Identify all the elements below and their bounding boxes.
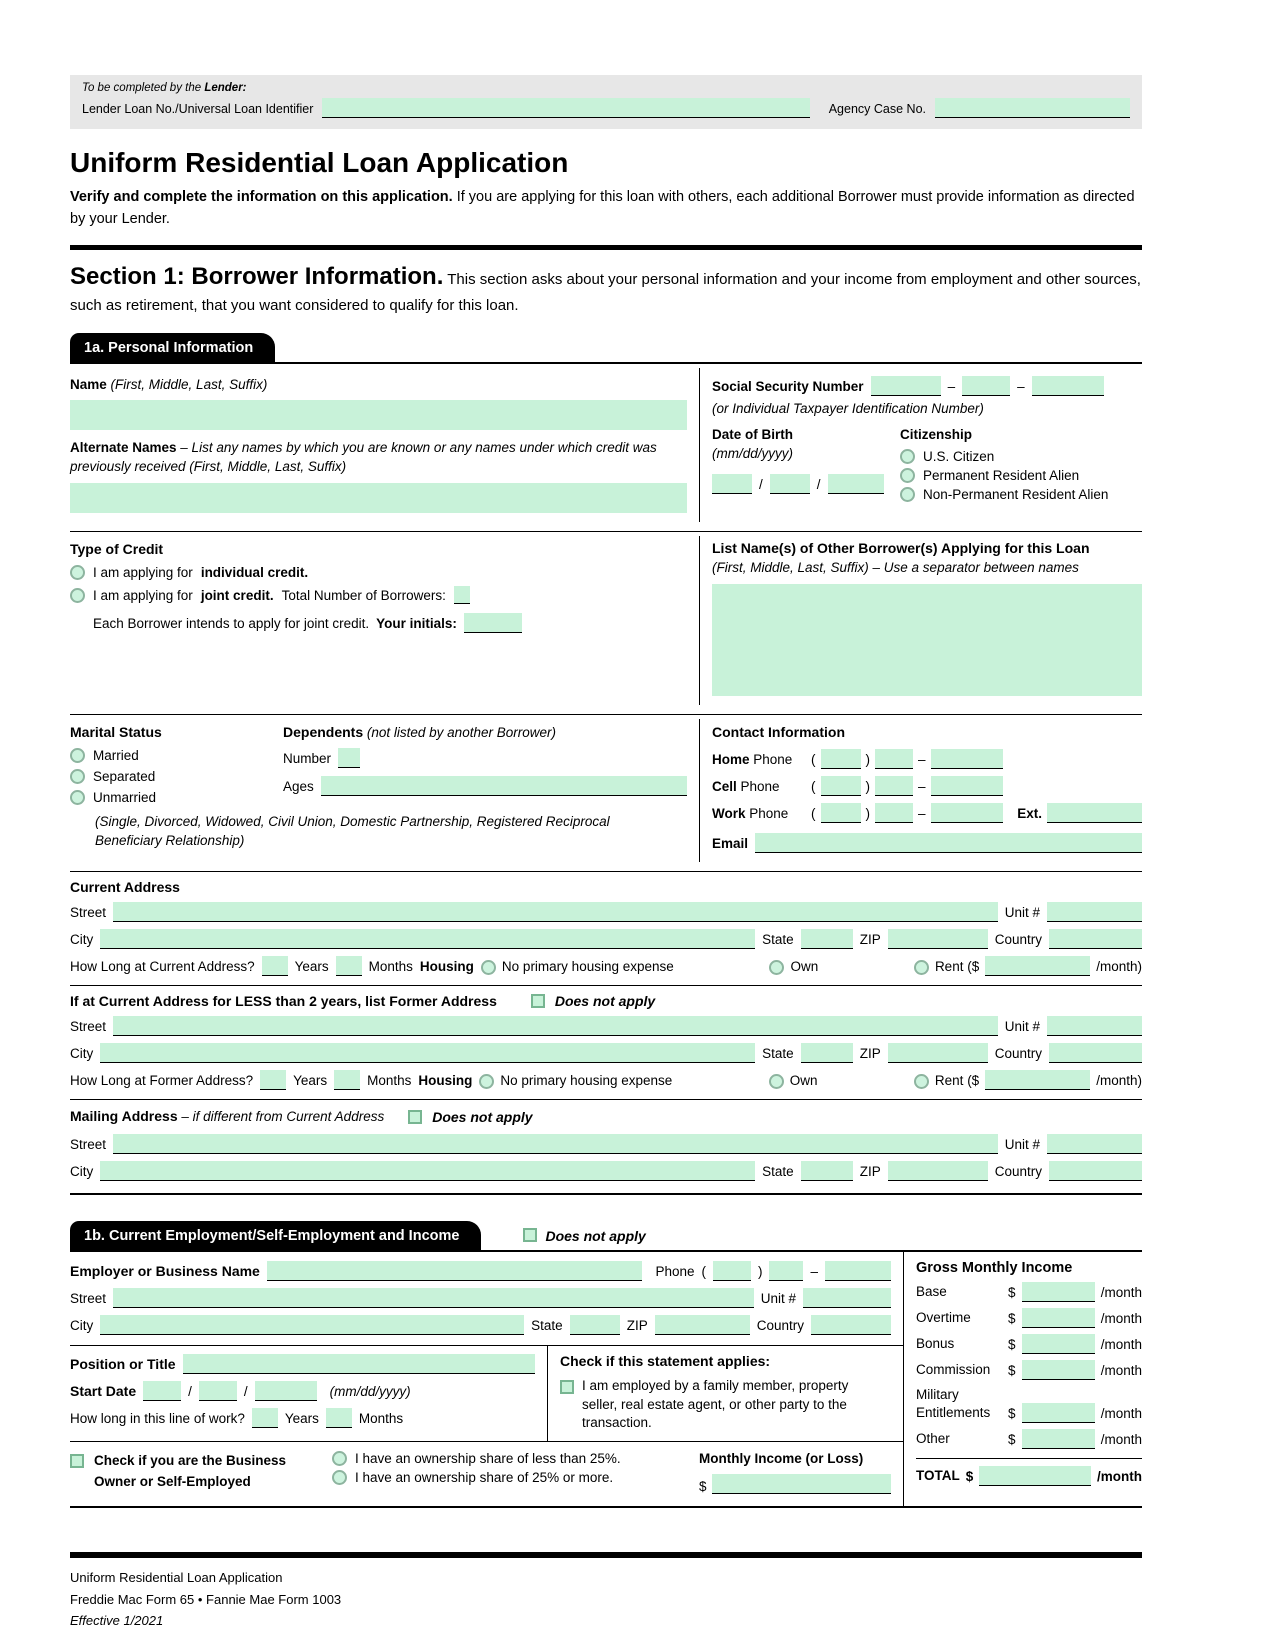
- phone-dash: –: [918, 779, 926, 795]
- employer-state-input[interactable]: [570, 1315, 620, 1335]
- marital-unmarried-radio[interactable]: [70, 790, 85, 805]
- cell-phone-area-input[interactable]: [821, 776, 861, 796]
- phone-word: Phone: [749, 806, 789, 822]
- position-statement-row: [70, 1345, 903, 1441]
- gmi-base-label: Base: [916, 1283, 947, 1299]
- gmi-overtime-input[interactable]: [1022, 1308, 1095, 1328]
- cell-phone-prefix-input[interactable]: [875, 776, 913, 796]
- mailing-address-hint: – if different from Current Address: [177, 1109, 385, 1125]
- business-owner-label-line2: Owner or Self-Employed: [94, 1473, 251, 1489]
- marital-option-label: Unmarried: [93, 790, 157, 806]
- zip-label: ZIP: [859, 932, 881, 948]
- block-mailing-address: [70, 1099, 1142, 1195]
- gmi-total-input[interactable]: [979, 1466, 1091, 1486]
- gross-monthly-income-group: [904, 1252, 1142, 1506]
- dollar-sign: $: [1008, 1285, 1016, 1301]
- ownership-option-label: I have an ownership share of 25% or more.: [355, 1470, 614, 1486]
- your-initials-input[interactable]: [464, 613, 522, 633]
- current-own-radio[interactable]: [769, 960, 784, 975]
- former-unit-input[interactable]: [1047, 1016, 1142, 1036]
- per-month-label: /month: [1100, 1337, 1142, 1353]
- dob-slash-2: /: [816, 476, 821, 492]
- city-label: City: [70, 1046, 94, 1062]
- loan-identifier-input[interactable]: [322, 98, 810, 118]
- phone-dash: –: [810, 1264, 818, 1280]
- gmi-base-input[interactable]: [1022, 1282, 1095, 1302]
- current-rent-amount-input[interactable]: [985, 956, 1090, 976]
- current-state-input[interactable]: [801, 929, 853, 949]
- mailing-street-input[interactable]: [113, 1134, 998, 1154]
- start-date-label: Start Date: [70, 1383, 137, 1400]
- lender-note-bold: Lender:: [204, 82, 247, 94]
- employment-dna-label: Does not apply: [545, 1228, 646, 1245]
- former-howlong-label: How Long at Former Address?: [70, 1073, 254, 1089]
- footer-line2: Freddie Mac Form 65 • Fannie Mae Form 1003: [70, 1591, 342, 1607]
- section1-heading-bold: Section 1: Borrower Information.: [70, 262, 444, 290]
- marital-status-note: (Single, Divorced, Widowed, Civil Union, Domestic Partnership, Registered Reciprocal Beneficiary Relationship): [95, 814, 610, 849]
- per-month-label: /month: [1100, 1432, 1142, 1448]
- other-borrowers-label: List Name(s) of Other Borrower(s) Applying for this Loan: [712, 539, 1090, 556]
- page-title: Uniform Residential Loan Application: [70, 147, 569, 178]
- current-rent-radio[interactable]: [914, 960, 929, 975]
- rparen: ): [865, 779, 870, 795]
- dependents-ages-input[interactable]: [321, 776, 687, 796]
- employer-group: [70, 1252, 903, 1345]
- former-address-dna-label: Does not apply: [554, 993, 656, 1010]
- your-initials-label: Your initials:: [376, 616, 457, 632]
- former-address-label: If at Current Address for LESS than 2 years, list Former Address: [70, 993, 497, 1010]
- citizenship-permanent-resident-radio[interactable]: [900, 468, 915, 483]
- employer-country-input[interactable]: [811, 1315, 891, 1335]
- phone-word: Phone: [740, 779, 780, 795]
- years-label: Years: [284, 1411, 319, 1427]
- business-owner-label-line1: Check if you are the Business: [94, 1453, 287, 1469]
- current-months-input[interactable]: [336, 956, 362, 976]
- rparen: ): [865, 806, 870, 822]
- mailing-unit-input[interactable]: [1047, 1134, 1142, 1154]
- date-slash-1: /: [188, 1384, 192, 1400]
- block-marital-contact: [70, 714, 1142, 872]
- gmi-military-input[interactable]: [1022, 1403, 1095, 1423]
- housing-label: Housing: [418, 1073, 473, 1089]
- city-label: City: [70, 1164, 94, 1180]
- ssn-dash-1: –: [947, 379, 956, 394]
- lparen: (: [811, 806, 816, 822]
- individual-credit-radio[interactable]: [70, 565, 85, 580]
- street-label: Street: [70, 1019, 107, 1035]
- citizenship-option-label: Non-Permanent Resident Alien: [923, 486, 1109, 502]
- loan-identifier-label: Lender Loan No./Universal Loan Identifier: [82, 102, 314, 116]
- ssn-label: Social Security Number: [712, 379, 864, 394]
- lender-note-prefix: To be completed by the: [82, 82, 205, 94]
- business-owner-checkbox[interactable]: [70, 1454, 84, 1468]
- ownership-share-group: [332, 1451, 621, 1485]
- work-phone-line-input[interactable]: [931, 803, 1003, 823]
- work-years-input[interactable]: [252, 1408, 278, 1428]
- citizenship-non-permanent-resident-radio[interactable]: [900, 487, 915, 502]
- former-zip-input[interactable]: [888, 1043, 988, 1063]
- dependents-number-label: Number: [283, 751, 332, 767]
- state-label: State: [531, 1318, 563, 1334]
- agency-case-input[interactable]: [935, 98, 1130, 118]
- gmi-commission-input[interactable]: [1022, 1360, 1095, 1380]
- rent-label: Rent ($: [934, 959, 980, 975]
- work-phone-label: Work: [712, 806, 746, 822]
- months-label: Months: [367, 1073, 412, 1089]
- state-label: State: [762, 932, 794, 948]
- statement-group: [548, 1346, 903, 1441]
- statement-title: Check if this statement applies:: [560, 1353, 771, 1370]
- housing-label: Housing: [419, 959, 474, 975]
- dependents-label: Dependents: [283, 723, 364, 740]
- gmi-commission-label: Commission: [916, 1361, 991, 1377]
- lparen: (: [811, 752, 816, 768]
- section1-heading-rest: This section asks about your personal information and your income from employment and other sources, such as retirement, that you want considered to qualify for this loan.: [70, 270, 1141, 314]
- mailing-zip-input[interactable]: [888, 1161, 988, 1181]
- former-rent-radio[interactable]: [914, 1074, 929, 1089]
- employer-unit-input[interactable]: [803, 1288, 891, 1308]
- marital-separated-radio[interactable]: [70, 769, 85, 784]
- years-label: Years: [293, 1073, 328, 1089]
- per-month-label: /month: [1100, 1285, 1142, 1301]
- per-month-label: /month): [1096, 959, 1142, 975]
- current-city-input[interactable]: [100, 929, 755, 949]
- current-country-input[interactable]: [1049, 929, 1142, 949]
- date-of-birth-group: [712, 426, 900, 502]
- marital-option-label: Separated: [93, 769, 156, 785]
- lender-band: [70, 75, 1142, 129]
- mailing-address-dna-label: Does not apply: [432, 1109, 533, 1126]
- years-label: Years: [294, 959, 329, 975]
- alternate-names-hint: – List any names by which you are known or any names under which credit was previously received (First, Middle, Last, Suffix): [70, 439, 657, 474]
- current-unit-input[interactable]: [1047, 902, 1142, 922]
- lparen: (: [701, 1264, 706, 1280]
- block-former-address: [70, 985, 1142, 1099]
- former-no-primary-expense-radio[interactable]: [479, 1074, 494, 1089]
- home-phone-prefix-input[interactable]: [875, 749, 913, 769]
- ownership-less-25-radio[interactable]: [332, 1451, 347, 1466]
- home-phone-label: Home: [712, 752, 750, 768]
- employer-street-input[interactable]: [113, 1288, 754, 1308]
- street-label: Street: [70, 1291, 107, 1307]
- former-years-input[interactable]: [260, 1070, 286, 1090]
- tab-1b-employment-income: 1b. Current Employment/Self-Employment and Income: [70, 1221, 481, 1250]
- start-date-day-input[interactable]: [199, 1381, 237, 1401]
- street-label: Street: [70, 1137, 107, 1153]
- street-label: Street: [70, 905, 107, 921]
- family-member-checkbox[interactable]: [560, 1380, 574, 1394]
- block-name-ssn: [70, 364, 1142, 531]
- ownership-option-label: I have an ownership share of less than 25%.: [355, 1451, 621, 1467]
- employer-name-label: Employer or Business Name: [70, 1263, 260, 1280]
- former-city-input[interactable]: [100, 1043, 755, 1063]
- dob-hint: (mm/dd/yyyy): [712, 445, 793, 461]
- date-slash-2: /: [243, 1384, 248, 1400]
- dollar-sign: $: [1008, 1311, 1016, 1327]
- joint-credit-bold: joint credit.: [200, 587, 274, 603]
- ssn-box-3[interactable]: [1032, 376, 1104, 396]
- position-title-input[interactable]: [183, 1354, 535, 1374]
- employer-name-input[interactable]: [267, 1261, 643, 1281]
- citizenship-option-label: Permanent Resident Alien: [923, 467, 1080, 483]
- ssn-box-1[interactable]: [871, 376, 941, 396]
- alternate-names-input[interactable]: [70, 483, 687, 513]
- unit-label: Unit #: [1004, 905, 1040, 921]
- state-label: State: [762, 1164, 794, 1180]
- state-label: State: [762, 1046, 794, 1062]
- gmi-other-input[interactable]: [1022, 1429, 1095, 1449]
- lparen: (: [811, 779, 816, 795]
- howlong-work-label: How long in this line of work?: [70, 1411, 245, 1427]
- start-date-month-input[interactable]: [143, 1381, 181, 1401]
- start-date-hint: (mm/dd/yyyy): [329, 1384, 411, 1400]
- current-no-primary-expense-radio[interactable]: [481, 960, 496, 975]
- employer-zip-input[interactable]: [655, 1315, 750, 1335]
- other-borrowers-input[interactable]: [712, 584, 1142, 696]
- section-1a: [70, 362, 1142, 1195]
- marital-status-group: [70, 723, 283, 806]
- zip-label: ZIP: [626, 1318, 648, 1334]
- mailing-state-input[interactable]: [801, 1161, 853, 1181]
- current-howlong-label: How Long at Current Address?: [70, 959, 255, 975]
- own-label: Own: [789, 1073, 818, 1089]
- dob-day-input[interactable]: [770, 474, 810, 494]
- dollar-sign: $: [965, 1469, 974, 1485]
- intro-rest: If you are applying for this loan with others, each additional Borrower must provide information as directed by your Lender.: [70, 189, 1135, 227]
- gmi-bonus-label: Bonus: [916, 1335, 955, 1351]
- former-rent-amount-input[interactable]: [985, 1070, 1090, 1090]
- dollar-sign: $: [699, 1479, 707, 1495]
- work-months-input[interactable]: [326, 1408, 352, 1428]
- section-1b: [70, 1250, 1142, 1508]
- months-label: Months: [358, 1411, 404, 1427]
- name-hint: (First, Middle, Last, Suffix): [110, 377, 268, 392]
- position-group: [70, 1346, 548, 1441]
- business-owner-row: [70, 1441, 903, 1506]
- city-label: City: [70, 932, 94, 948]
- footer-rule: [70, 1552, 1142, 1558]
- no-primary-expense-label: No primary housing expense: [500, 1073, 673, 1089]
- statement-text: I am employed by a family member, property seller, real estate agent, or other party to the transaction.: [582, 1377, 849, 1431]
- phone-word: Phone: [753, 752, 793, 768]
- per-month-label: /month: [1100, 1311, 1142, 1327]
- name-input[interactable]: [70, 400, 687, 430]
- zip-label: ZIP: [859, 1164, 881, 1180]
- unit-label: Unit #: [1004, 1019, 1040, 1035]
- per-month-label: /month): [1096, 1073, 1142, 1089]
- current-zip-input[interactable]: [888, 929, 988, 949]
- employer-phone-prefix-input[interactable]: [769, 1261, 803, 1281]
- country-label: Country: [994, 1046, 1042, 1062]
- ext-input[interactable]: [1047, 803, 1142, 823]
- citizenship-group: [900, 426, 1142, 502]
- marital-married-radio[interactable]: [70, 748, 85, 763]
- ext-label: Ext.: [1017, 806, 1042, 822]
- cell-phone-line-input[interactable]: [931, 776, 1003, 796]
- alternate-names-label: Alternate Names: [70, 439, 177, 455]
- start-date-year-input[interactable]: [255, 1381, 317, 1401]
- mailing-address-dna-checkbox[interactable]: [408, 1110, 422, 1124]
- gmi-total-label: TOTAL: [916, 1467, 960, 1483]
- gmi-overtime-label: Overtime: [916, 1309, 971, 1325]
- current-years-input[interactable]: [262, 956, 288, 976]
- email-label: Email: [712, 836, 749, 852]
- marital-option-label: Married: [93, 748, 139, 764]
- ssn-sub-label: (or Individual Taxpayer Identification Number): [712, 401, 984, 416]
- contact-information-label: Contact Information: [712, 723, 845, 740]
- rparen: ): [757, 1264, 763, 1280]
- intro-bold: Verify and complete the information on this application.: [70, 189, 453, 205]
- section-divider-rule: [70, 245, 1142, 250]
- total-borrowers-label: Total Number of Borrowers:: [281, 587, 446, 603]
- unit-label: Unit #: [1004, 1137, 1040, 1153]
- marital-status-label: Marital Status: [70, 723, 162, 740]
- dollar-sign: $: [1008, 1432, 1016, 1448]
- individual-credit-bold: individual credit.: [200, 565, 309, 581]
- dollar-sign: $: [1008, 1406, 1016, 1422]
- rent-label: Rent ($: [934, 1073, 980, 1089]
- dependents-ages-label: Ages: [283, 779, 314, 795]
- mailing-country-input[interactable]: [1049, 1161, 1142, 1181]
- dob-slash-1: /: [759, 476, 763, 492]
- gmi-military-label: Military Entitlements: [916, 1387, 991, 1420]
- months-label: Months: [368, 959, 413, 975]
- no-primary-expense-label: No primary housing expense: [501, 959, 674, 975]
- lender-band-note: [82, 82, 1130, 94]
- section1-heading: [70, 259, 1142, 318]
- ssn-box-2[interactable]: [962, 376, 1010, 396]
- employer-phone-label: Phone: [655, 1264, 695, 1280]
- dollar-sign: $: [1008, 1337, 1016, 1353]
- email-input[interactable]: [755, 833, 1142, 853]
- footer: [70, 1567, 1142, 1631]
- dob-year-input[interactable]: [828, 474, 884, 494]
- former-months-input[interactable]: [334, 1070, 360, 1090]
- own-label: Own: [790, 959, 819, 975]
- ssn-dash-2: –: [1017, 379, 1025, 394]
- mailing-city-input[interactable]: [100, 1161, 755, 1181]
- home-phone-line-input[interactable]: [931, 749, 1003, 769]
- monthly-income-label: Monthly Income (or Loss): [699, 1451, 864, 1467]
- per-month-label: /month: [1097, 1469, 1142, 1485]
- cell-phone-label: Cell: [712, 779, 737, 795]
- footer-line1: Uniform Residential Loan Application: [70, 1570, 283, 1586]
- individual-credit-text: I am applying for: [93, 565, 193, 581]
- dependents-group: [283, 723, 687, 806]
- tab-1a-personal-information: 1a. Personal Information: [70, 333, 275, 362]
- citizenship-label: Citizenship: [900, 426, 973, 442]
- dob-month-input[interactable]: [712, 474, 752, 494]
- gmi-bonus-input[interactable]: [1022, 1334, 1095, 1354]
- intro-paragraph: [70, 187, 1142, 231]
- total-borrowers-input[interactable]: [454, 586, 470, 604]
- work-phone-area-input[interactable]: [821, 803, 861, 823]
- country-label: Country: [994, 932, 1042, 948]
- monthly-income-input[interactable]: [712, 1474, 891, 1494]
- gmi-title: Gross Monthly Income: [916, 1260, 1073, 1277]
- current-street-input[interactable]: [113, 902, 998, 922]
- dob-label: Date of Birth: [712, 426, 793, 442]
- former-street-input[interactable]: [113, 1016, 998, 1036]
- agency-case-label: Agency Case No.: [828, 102, 926, 116]
- country-label: Country: [756, 1318, 804, 1334]
- country-label: Country: [994, 1164, 1042, 1180]
- monthly-income-group: [699, 1451, 891, 1494]
- contact-information-group: [700, 719, 1142, 863]
- name-label: Name: [70, 377, 107, 392]
- unit-label: Unit #: [760, 1291, 796, 1307]
- block-current-address: [70, 871, 1142, 985]
- former-address-dna-checkbox[interactable]: [531, 994, 545, 1008]
- other-borrowers-hint: (First, Middle, Last, Suffix) – Use a separator between names: [712, 559, 1079, 575]
- employer-phone-line-input[interactable]: [825, 1261, 891, 1281]
- dependents-number-input[interactable]: [338, 748, 360, 768]
- former-country-input[interactable]: [1049, 1043, 1142, 1063]
- citizenship-option-label: U.S. Citizen: [923, 448, 995, 464]
- rparen: ): [865, 752, 870, 768]
- city-label: City: [70, 1318, 94, 1334]
- employment-dna-checkbox[interactable]: [523, 1228, 537, 1242]
- phone-dash: –: [918, 752, 926, 768]
- joint-intent-text: Each Borrower intends to apply for joint credit.: [93, 616, 370, 632]
- per-month-label: /month: [1100, 1406, 1142, 1422]
- mailing-address-label: Mailing Address: [70, 1108, 178, 1125]
- dependents-hint: (not listed by another Borrower): [366, 724, 556, 740]
- citizenship-us-citizen-radio[interactable]: [900, 449, 915, 464]
- employer-phone-area-input[interactable]: [713, 1261, 751, 1281]
- zip-label: ZIP: [859, 1046, 881, 1062]
- phone-dash: –: [918, 806, 926, 822]
- per-month-label: /month: [1100, 1363, 1142, 1379]
- position-title-label: Position or Title: [70, 1356, 176, 1373]
- employer-city-input[interactable]: [100, 1315, 524, 1335]
- joint-credit-text: I am applying for: [93, 587, 193, 603]
- joint-credit-radio[interactable]: [70, 588, 85, 603]
- former-state-input[interactable]: [801, 1043, 853, 1063]
- current-address-label: Current Address: [70, 879, 180, 896]
- gmi-other-label: Other: [916, 1430, 950, 1446]
- type-of-credit-label: Type of Credit: [70, 540, 164, 557]
- block-type-of-credit: [70, 531, 1142, 714]
- work-phone-prefix-input[interactable]: [875, 803, 913, 823]
- footer-line3: Effective 1/2021: [70, 1613, 164, 1629]
- home-phone-area-input[interactable]: [821, 749, 861, 769]
- former-own-radio[interactable]: [769, 1074, 784, 1089]
- dollar-sign: $: [1008, 1363, 1016, 1379]
- ownership-25-or-more-radio[interactable]: [332, 1470, 347, 1485]
